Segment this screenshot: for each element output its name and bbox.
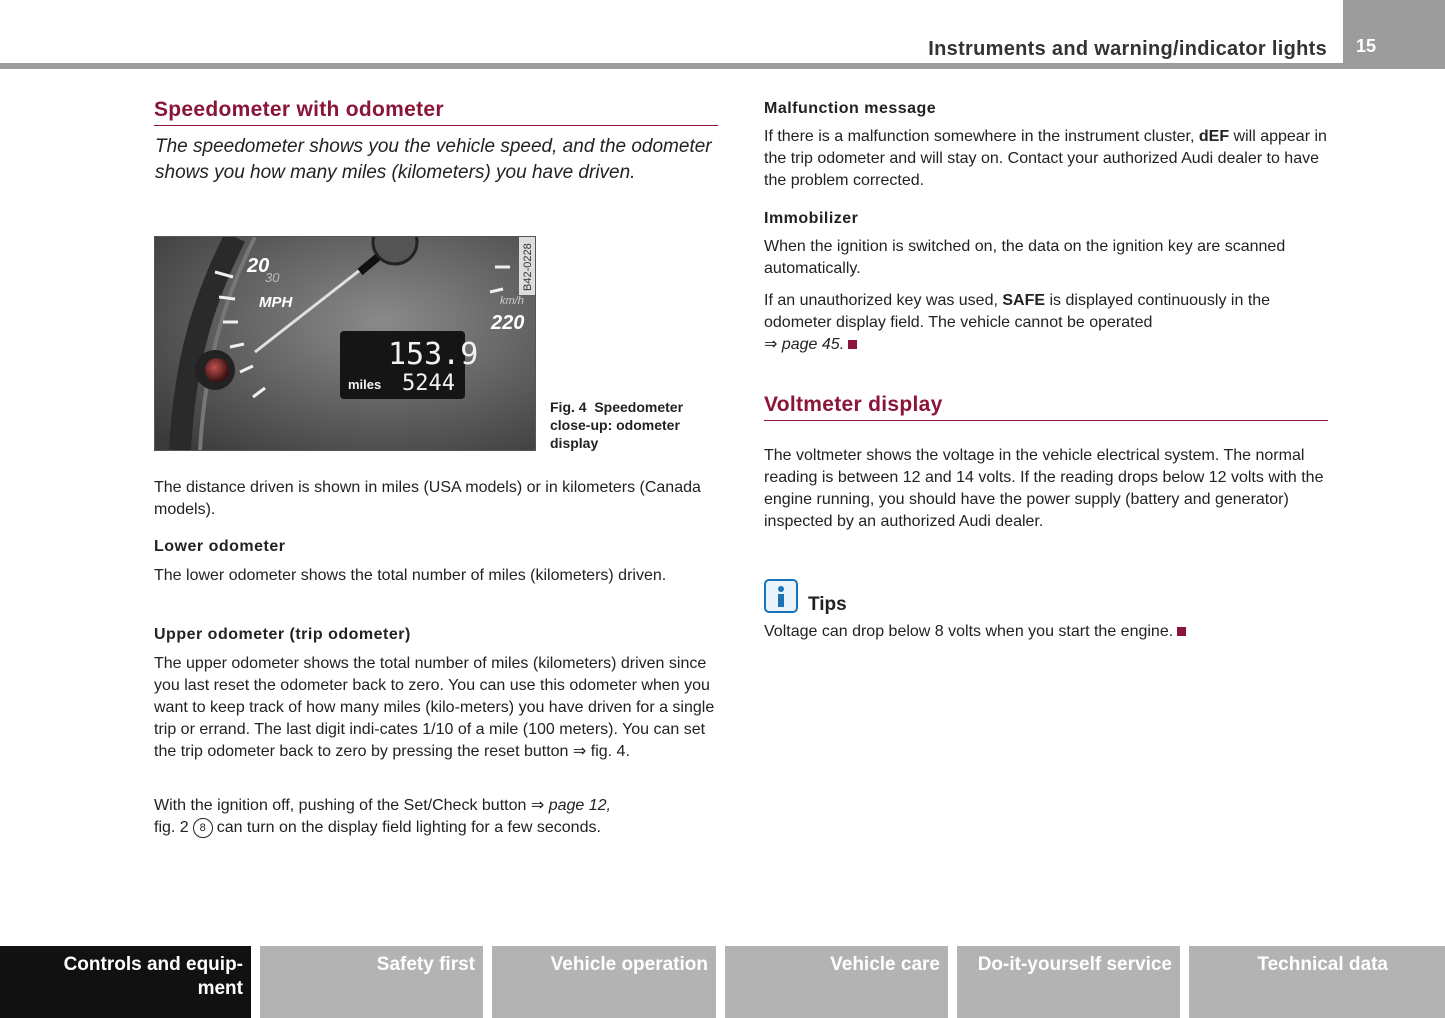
total-odometer-reading: 5244: [402, 371, 455, 396]
tab-technical-data[interactable]: Technical data: [1189, 946, 1445, 1018]
section-rule: [154, 125, 718, 126]
set-check-fig-ref[interactable]: fig. 2: [154, 819, 189, 836]
speedometer-figure: [154, 236, 536, 451]
info-icon: [764, 579, 798, 613]
set-check-text-c: can turn on the display field lighting for a few seconds.: [216, 819, 601, 836]
malfunction-code: dEF: [1198, 128, 1230, 145]
gauge-label-kmh: km/h: [500, 295, 524, 307]
page-number: 15: [1356, 36, 1377, 56]
gauge-label-30: 30: [265, 270, 280, 285]
lower-odometer-text: The lower odometer shows the total number of miles (kilometers) driven.: [154, 567, 667, 584]
figure-code: B42-0228: [522, 243, 534, 291]
gauge-label-20: 20: [247, 255, 270, 277]
section-rule-voltmeter: [764, 420, 1328, 421]
figure-caption-text: Speedometer close-up: odometer display: [550, 399, 684, 451]
tab-vehicle-care[interactable]: Vehicle care: [725, 946, 948, 1018]
distance-paragraph: The distance driven is shown in miles (USA models) or in kilometers (Canada models).: [154, 479, 701, 518]
tab-do-it-yourself-service[interactable]: Do-it-yourself service: [957, 946, 1180, 1018]
tips-title: Tips: [808, 594, 847, 615]
lower-odometer-title: Lower odometer: [154, 538, 286, 555]
malfunction-text: [764, 126, 1339, 192]
set-check-paragraph: [154, 795, 724, 839]
tips-text: [764, 621, 1339, 643]
callout-8-icon: 8: [193, 818, 213, 838]
immobilizer-text-1: When the ignition is switched on, the data on the ignition key are scanned automatically.: [764, 238, 1286, 277]
tab-controls-and-equipment[interactable]: Controls and equip- ment: [0, 946, 251, 1018]
tab-vehicle-operation[interactable]: Vehicle operation: [492, 946, 716, 1018]
immobilizer-ref-arrow: ⇒: [764, 336, 782, 353]
upper-odometer-title: Upper odometer (trip odometer): [154, 626, 411, 643]
section-intro: The speedometer shows you the vehicle speed, and the odometer shows you how many miles (kilometers) you have driven.: [155, 136, 712, 183]
section-title-voltmeter: Voltmeter display: [764, 393, 943, 416]
info-icon-glyph: [766, 581, 796, 611]
figure-number: Fig. 4: [550, 399, 587, 415]
malfunction-title: Malfunction message: [764, 100, 937, 117]
gauge-label-220: 220: [491, 312, 525, 334]
speedometer-illustration: [155, 237, 535, 450]
set-check-text-a: With the ignition off, pushing of the Set/Check button ⇒: [154, 797, 549, 814]
end-marker-icon: [848, 340, 857, 349]
voltmeter-text: The voltmeter shows the voltage in the vehicle electrical system. The normal reading is between 12 and 14 volts. If the reading drops below 12 volts with the engine running, you should have the power supply (battery and generator) inspected by an authorized Audi dealer.: [764, 447, 1324, 530]
end-marker-icon: [1177, 627, 1186, 636]
immobilizer-text-2a: If an unauthorized key was used,: [764, 292, 1003, 309]
trip-odometer-reading: 153.9: [388, 337, 479, 372]
figure-caption: [550, 398, 710, 452]
immobilizer-text-2: [764, 290, 1339, 356]
malfunction-text-b: will appear in the trip odometer and will stay on. Contact your authorized Audi dealer to have the problem corrected.: [764, 128, 1327, 189]
malfunction-text-a: If there is a malfunction somewhere in the instrument cluster,: [764, 128, 1199, 145]
immobilizer-title: Immobilizer: [764, 210, 859, 227]
header-rule: [0, 63, 1343, 69]
page-number-box: [1343, 0, 1445, 69]
header-title: Instruments and warning/indicator lights: [928, 38, 1327, 60]
section-title-speedometer: Speedometer with odometer: [154, 98, 444, 121]
reset-knob: [205, 358, 229, 382]
odometer-unit-label: miles: [348, 377, 382, 392]
gauge-label-mph: MPH: [259, 294, 293, 311]
tab-safety-first[interactable]: Safety first: [260, 946, 483, 1018]
set-check-page-ref[interactable]: page 12,: [548, 797, 611, 814]
immobilizer-page-ref[interactable]: page 45.: [781, 336, 845, 353]
upper-odometer-text: The upper odometer shows the total number of miles (kilometers) driven since you last reset the odometer back to zero. You can use this odometer when you want to keep track of how many miles (kilo-meters) you have driven for a single trip or errand. The last digit indi-cates 1/10 of a mile (100 meters). You can set the trip odometer back to zero by pressing the reset button ⇒ fig. 4.: [154, 655, 715, 760]
immobilizer-text-2b: is displayed continuously in the odometer display field. The vehicle cannot be operated: [764, 292, 1271, 331]
tips-text-content: Voltage can drop below 8 volts when you start the engine.: [764, 623, 1174, 640]
immobilizer-safe-code: SAFE: [1002, 292, 1046, 309]
